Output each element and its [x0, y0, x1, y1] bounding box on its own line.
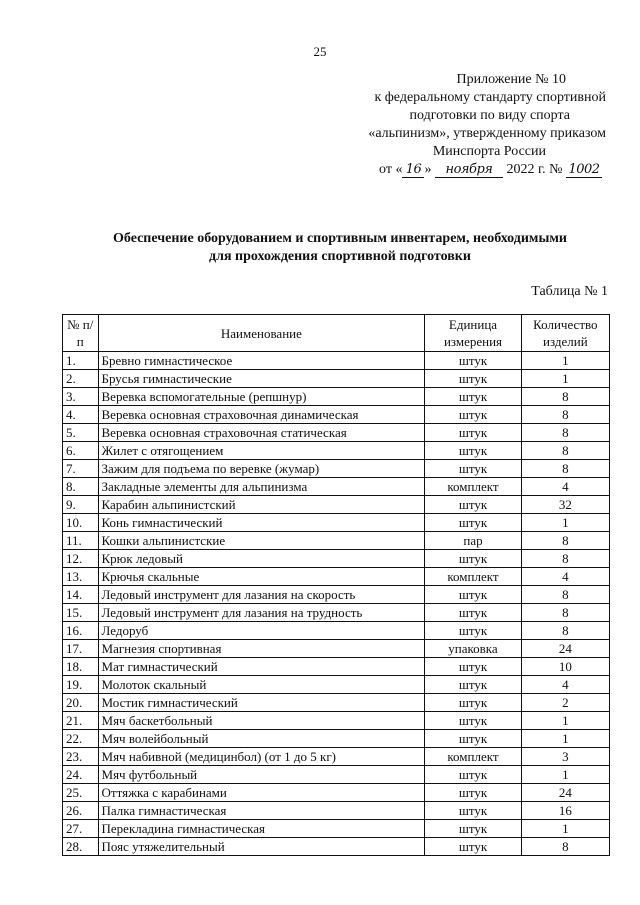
row-num: 20. [63, 694, 99, 712]
row-num: 5. [63, 424, 99, 442]
row-num: 9. [63, 496, 99, 514]
row-name: Оттяжка с карабинами [98, 784, 425, 802]
row-unit: комплект [425, 748, 521, 766]
row-name: Мяч набивной (медицинбол) (от 1 до 5 кг) [98, 748, 425, 766]
row-num: 8. [63, 478, 99, 496]
row-qty: 1 [521, 766, 609, 784]
row-unit: штук [425, 838, 521, 856]
title-line-1: Обеспечение оборудованием и спортивным инвентарем, необходимыми [113, 231, 567, 246]
equipment-table [62, 314, 610, 856]
row-qty: 8 [521, 622, 609, 640]
row-name: Пояс утяжелительный [98, 838, 425, 856]
row-unit: штук [425, 604, 521, 622]
row-qty: 8 [521, 586, 609, 604]
header-unit: Единица измерения [425, 315, 521, 352]
row-qty: 8 [521, 532, 609, 550]
row-unit: комплект [425, 478, 521, 496]
table-row [63, 838, 610, 856]
row-name: Палка гимнастическая [98, 802, 425, 820]
row-qty: 10 [521, 658, 609, 676]
appendix-title: Приложение № 10 [456, 72, 566, 87]
row-name: Перекладина гимнастическая [98, 820, 425, 838]
row-num: 1. [63, 352, 99, 370]
row-unit: штук [425, 622, 521, 640]
row-num: 28. [63, 838, 99, 856]
row-num: 21. [63, 712, 99, 730]
row-name: Кошки альпинистские [98, 532, 425, 550]
title-line-2: для прохождения спортивной подготовки [209, 249, 471, 264]
row-num: 25. [63, 784, 99, 802]
row-qty: 2 [521, 694, 609, 712]
row-unit: штук [425, 388, 521, 406]
row-name: Крюк ледовый [98, 550, 425, 568]
row-name: Веревка основная страховочная статическая [98, 424, 425, 442]
row-num: 7. [63, 460, 99, 478]
row-qty: 8 [521, 442, 609, 460]
row-num: 24. [63, 766, 99, 784]
table-row [63, 514, 610, 532]
row-qty: 8 [521, 424, 609, 442]
row-qty: 8 [521, 406, 609, 424]
row-num: 19. [63, 676, 99, 694]
header-qty: Количество изделий [521, 315, 609, 352]
table-row [63, 676, 610, 694]
row-qty: 16 [521, 802, 609, 820]
row-num: 10. [63, 514, 99, 532]
row-num: 16. [63, 622, 99, 640]
row-name: Мяч баскетбольный [98, 712, 425, 730]
row-qty: 24 [521, 784, 609, 802]
row-name: Веревка вспомогательные (репшнур) [98, 388, 425, 406]
appendix-date-line [306, 161, 606, 179]
header-num: № п/п [63, 315, 99, 352]
handwritten-order-number: 1002 [566, 163, 602, 178]
row-unit: штук [425, 406, 521, 424]
date-mid: » [424, 162, 432, 177]
row-unit: штук [425, 694, 521, 712]
row-qty: 1 [521, 712, 609, 730]
table-row [63, 730, 610, 748]
row-name: Ледовый инструмент для лазания на скорость [98, 586, 425, 604]
row-unit: штук [425, 730, 521, 748]
row-name: Карабин альпинистский [98, 496, 425, 514]
table-row [63, 388, 610, 406]
table-row [63, 784, 610, 802]
row-unit: штук [425, 514, 521, 532]
row-name: Зажим для подъема по веревке (жумар) [98, 460, 425, 478]
appendix-line: к федеральному стандарту спортивной [374, 90, 606, 105]
row-unit: пар [425, 532, 521, 550]
row-num: 17. [63, 640, 99, 658]
row-qty: 32 [521, 496, 609, 514]
row-unit: штук [425, 586, 521, 604]
row-qty: 3 [521, 748, 609, 766]
row-num: 15. [63, 604, 99, 622]
row-name: Мат гимнастический [98, 658, 425, 676]
table-row [63, 442, 610, 460]
row-qty: 4 [521, 676, 609, 694]
row-name: Конь гимнастический [98, 514, 425, 532]
row-unit: штук [425, 352, 521, 370]
row-qty: 4 [521, 568, 609, 586]
table-row [63, 352, 610, 370]
row-num: 14. [63, 586, 99, 604]
row-name: Веревка основная страховочная динамическая [98, 406, 425, 424]
table-row [63, 820, 610, 838]
table-row [63, 586, 610, 604]
row-unit: штук [425, 550, 521, 568]
row-unit: штук [425, 658, 521, 676]
row-name: Закладные элементы для альпинизма [98, 478, 425, 496]
row-num: 13. [63, 568, 99, 586]
row-unit: штук [425, 676, 521, 694]
row-name: Жилет с отягощением [98, 442, 425, 460]
row-name: Мяч футбольный [98, 766, 425, 784]
table-row [63, 550, 610, 568]
appendix-line: «альпинизм», утвержденному приказом [368, 126, 606, 141]
row-num: 3. [63, 388, 99, 406]
document-title [60, 230, 620, 266]
table-row [63, 496, 610, 514]
row-num: 23. [63, 748, 99, 766]
appendix-block [306, 71, 606, 179]
table-row [63, 766, 610, 784]
row-unit: штук [425, 460, 521, 478]
table-row [63, 424, 610, 442]
table-row [63, 802, 610, 820]
date-prefix: от « [379, 162, 403, 177]
appendix-line: подготовки по виду спорта [409, 108, 570, 123]
row-num: 11. [63, 532, 99, 550]
appendix-line: Минспорта России [432, 144, 546, 159]
table-row [63, 568, 610, 586]
row-num: 27. [63, 820, 99, 838]
table-row [63, 712, 610, 730]
row-name: Ледовый инструмент для лазания на трудность [98, 604, 425, 622]
row-unit: штук [425, 712, 521, 730]
row-qty: 8 [521, 388, 609, 406]
row-qty: 8 [521, 550, 609, 568]
table-header-row [63, 315, 610, 352]
table-row [63, 748, 610, 766]
handwritten-month: ноября [435, 163, 503, 178]
row-qty: 1 [521, 730, 609, 748]
table-row [63, 370, 610, 388]
row-unit: штук [425, 442, 521, 460]
row-unit: штук [425, 424, 521, 442]
row-qty: 8 [521, 604, 609, 622]
row-qty: 8 [521, 838, 609, 856]
table-row [63, 694, 610, 712]
row-name: Магнезия спортивная [98, 640, 425, 658]
table-row [63, 406, 610, 424]
table-row [63, 460, 610, 478]
row-qty: 1 [521, 514, 609, 532]
row-qty: 1 [521, 370, 609, 388]
row-name: Бревно гимнастическое [98, 352, 425, 370]
date-year: 2022 г. № [506, 162, 563, 177]
row-num: 26. [63, 802, 99, 820]
row-name: Мяч волейбольный [98, 730, 425, 748]
row-name: Ледоруб [98, 622, 425, 640]
row-unit: штук [425, 802, 521, 820]
row-unit: штук [425, 766, 521, 784]
table-row [63, 658, 610, 676]
row-num: 12. [63, 550, 99, 568]
row-num: 2. [63, 370, 99, 388]
table-row [63, 622, 610, 640]
table-row [63, 640, 610, 658]
row-name: Мостик гимнастический [98, 694, 425, 712]
row-qty: 8 [521, 460, 609, 478]
header-name: Наименование [98, 315, 425, 352]
row-name: Брусья гимнастические [98, 370, 425, 388]
page-number: 25 [313, 44, 327, 59]
row-num: 18. [63, 658, 99, 676]
row-unit: упаковка [425, 640, 521, 658]
table-label: Таблица № 1 [531, 284, 608, 299]
row-unit: штук [425, 820, 521, 838]
row-num: 4. [63, 406, 99, 424]
row-name: Крючья скальные [98, 568, 425, 586]
row-qty: 1 [521, 352, 609, 370]
table-row [63, 532, 610, 550]
table-row [63, 478, 610, 496]
row-name: Молоток скальный [98, 676, 425, 694]
row-qty: 24 [521, 640, 609, 658]
handwritten-day: 16 [402, 163, 424, 178]
row-qty: 4 [521, 478, 609, 496]
row-unit: штук [425, 496, 521, 514]
row-unit: штук [425, 370, 521, 388]
row-unit: штук [425, 784, 521, 802]
row-unit: комплект [425, 568, 521, 586]
table-row [63, 604, 610, 622]
row-num: 6. [63, 442, 99, 460]
row-qty: 1 [521, 820, 609, 838]
row-num: 22. [63, 730, 99, 748]
